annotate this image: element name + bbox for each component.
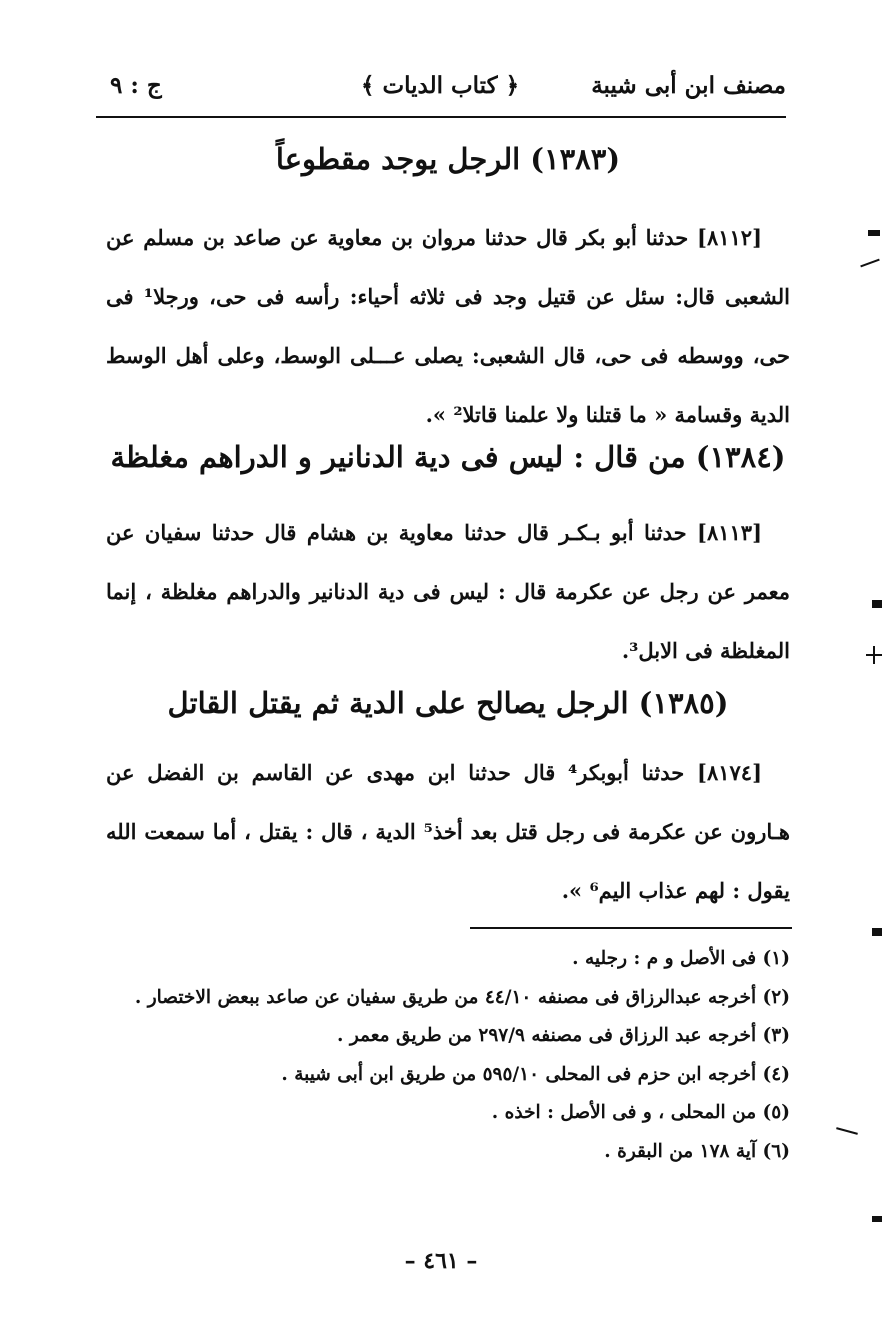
hadith-text: [٨١١٣] حدثنا أبو بـكـر قال حدثنا معاوية بن هشام قال حدثنا سفيان عن معمر عن رجل عن عكرمة قال : ليس فى دية الدنانير والدراهم مغلظة ، إنما المغلظة فى الابل³. xyxy=(106,520,790,663)
hadith-8112 xyxy=(106,208,790,444)
margin-mark xyxy=(873,646,875,664)
margin-mark xyxy=(872,928,882,936)
hadith-8174 xyxy=(106,743,790,920)
footnote: (٥) من المحلى ، و فى الأصل : اخذه . xyxy=(491,1102,790,1123)
hadith-8113 xyxy=(106,503,790,680)
section-heading-1384: (١٣٨٤) من قال : ليس فى دية الدنانير و الدراهم مغلظة xyxy=(110,440,786,474)
hadith-text: [٨١١٢] حدثنا أبو بكر قال حدثنا مروان بن معاوية عن صاعد بن مسلم عن الشعبى قال: سئل عن قتيل وجد فى ثلاثه أحياء: رأسه فى حى، ورجلا¹ فى حى، ووسطه فى حى، قال الشعبى: يصلى عـــلى الوسط، وعلى أهل الوسط الدية وقسامة « ما قتلنا ولا علمنا قاتلا² ». xyxy=(106,225,790,427)
page-number: – ٤٦١ – xyxy=(404,1248,478,1274)
footnote: (٢) أخرجه عبدالرزاق فى مصنفه ٤٤/١٠ من طريق سفيان عن صاعد ببعض الاختصار . xyxy=(134,986,790,1008)
running-header xyxy=(96,64,786,118)
footnotes xyxy=(110,940,790,1171)
margin-mark xyxy=(836,1127,858,1135)
book-title: مصنف ابن أبى شيبة xyxy=(591,72,786,99)
footnote: (٣) أخرجه عبد الرزاق فى مصنفه ٢٩٧/٩ من طريق معمر . xyxy=(336,1025,790,1046)
footnote: (١) فى الأصل و م : رجليه . xyxy=(572,948,790,969)
margin-mark xyxy=(872,1216,882,1222)
section-heading-1383: (١٣٨٣) الرجل يوجد مقطوعاً xyxy=(275,142,621,176)
chapter-title: ﴿ كتاب الديات ﴾ xyxy=(361,72,520,99)
margin-mark xyxy=(868,230,880,236)
footnote-separator xyxy=(470,927,792,929)
volume-number: ج : ٩ xyxy=(110,72,162,99)
section-heading-1385: (١٣٨٥) الرجل يصالح على الدية ثم يقتل القاتل xyxy=(167,686,729,720)
margin-mark xyxy=(860,259,879,268)
footnote: (٦) آية ١٧٨ من البقرة . xyxy=(604,1140,790,1162)
margin-mark xyxy=(872,600,882,608)
hadith-text: [٨١٧٤] حدثنا أبوبكر⁴ قال حدثنا ابن مهدى عن القاسم بن الفضل عن هـارون عن عكرمة فى رجل قتل بعد أخذ⁵ الدية ، قال : يقتل ، أما سمعت الله يقول : لهم عذاب اليم⁶ ». xyxy=(106,760,790,903)
footnote: (٤) أخرجه ابن حزم فى المحلى ٥٩٥/١٠ من طريق ابن أبى شيبة . xyxy=(281,1063,790,1085)
